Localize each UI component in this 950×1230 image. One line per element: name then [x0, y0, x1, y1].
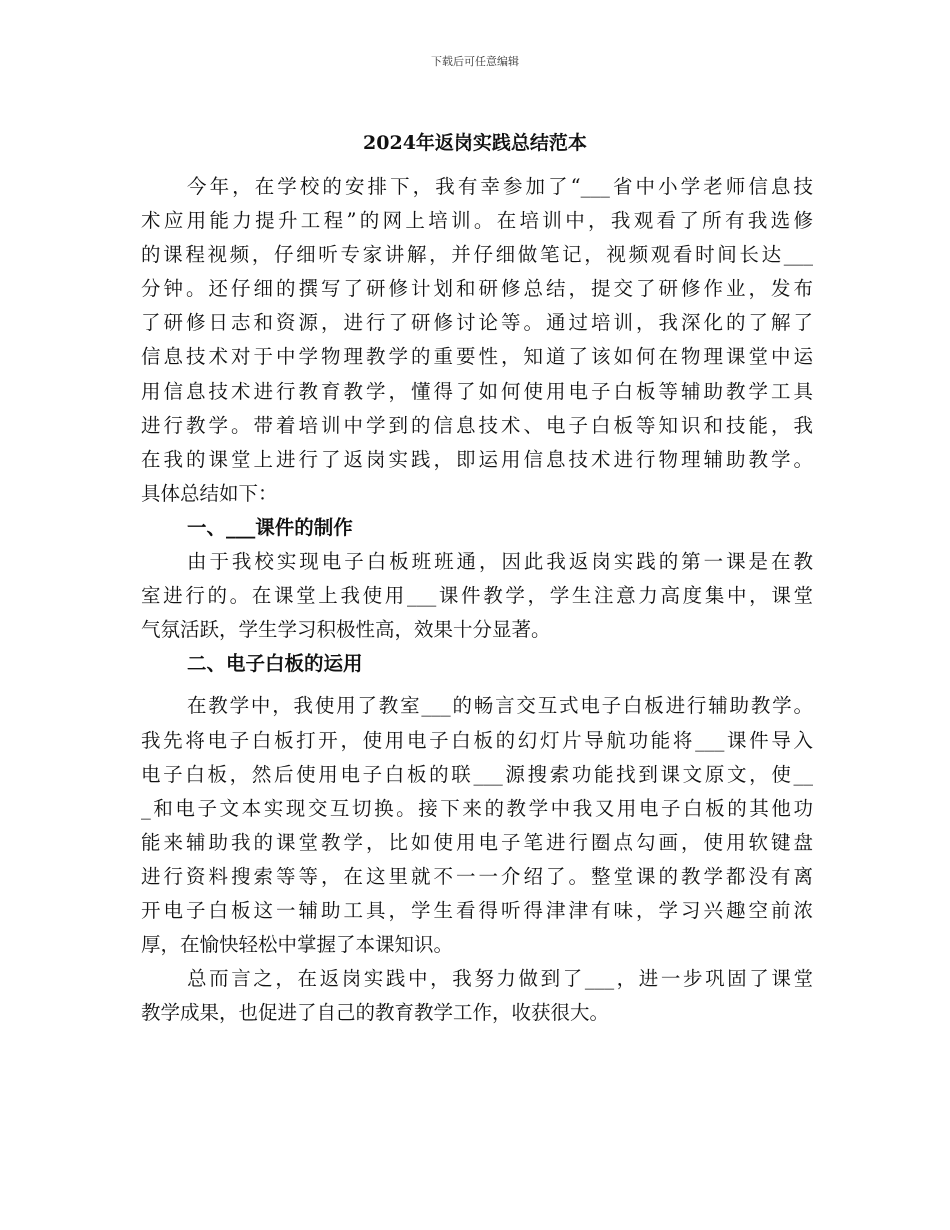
paragraph-line: 教学成果，也促进了自己的教育教学工作，收获很大。	[141, 1001, 610, 1025]
document-body	[141, 170, 813, 1030]
paragraph-line: 了研修日志和资源，进行了研修讨论等。通过培训，我深化的了解了	[141, 311, 813, 335]
paragraph-line: 用信息技术进行教育教学，懂得了如何使用电子白板等辅助教学工具	[141, 379, 813, 403]
paragraph-line: 由于我校实现电子白板班班通，因此我返岗实践的第一课是在教	[187, 550, 813, 574]
paragraph-line: 今年，在学校的安排下，我有幸参加了“___省中小学老师信息技	[187, 175, 813, 198]
paragraph-line: 信息技术对于中学物理教学的重要性，知道了该如何在物理课堂中运	[141, 345, 813, 369]
paragraph-line: 总而言之，在返岗实践中，我努力做到了___，进一步巩固了课堂	[187, 967, 813, 991]
paragraph-line: 在教学中，我使用了教室___的畅言交互式电子白板进行辅助教学。	[187, 694, 813, 718]
paragraph-line: 进行教学。带着培训中学到的信息技术、电子白板等知识和技能，我	[141, 413, 813, 437]
paragraph-line: 分钟。还仔细的撰写了研修计划和研修总结，提交了研修作业，发布	[141, 277, 813, 301]
paragraph-line: _和电子文本实现交互切换。接下来的教学中我又用电子白板的其他功	[141, 796, 813, 820]
paragraph-line: 我先将电子白板打开，使用电子白板的幻灯片导航功能将___课件导入	[141, 728, 813, 752]
paragraph-line: 术应用能力提升工程”的网上培训。在培训中，我观看了所有我选修	[141, 209, 813, 233]
page-header-note: 下载后可任意编辑	[431, 55, 519, 68]
document-title: 2024年返岗实践总结范本	[363, 132, 587, 154]
paragraph-line: 在我的课堂上进行了返岗实践，即运用信息技术进行物理辅助教学。	[141, 447, 813, 471]
paragraph-line: 的课程视频，仔细听专家讲解，并仔细做笔记，视频观看时间长达___	[141, 243, 813, 267]
paragraph-line: 开电子白板这一辅助工具，学生看得听得津津有味，学习兴趣空前浓	[141, 898, 813, 922]
paragraph-line: 具体总结如下：	[141, 481, 278, 505]
section-heading: 二、电子白板的运用	[187, 652, 363, 676]
section-heading: 一、___课件的制作	[187, 515, 353, 539]
paragraph-line: 厚，在愉快轻松中掌握了本课知识。	[141, 933, 454, 957]
paragraph-line: 室进行的。在课堂上我使用___课件教学，学生注意力高度集中，课堂	[141, 584, 813, 608]
paragraph-line: 进行资料搜索等等，在这里就不一一介绍了。整堂课的教学都没有离	[141, 864, 813, 888]
paragraph-line: 气氛活跃，学生学习积极性高，效果十分显著。	[141, 618, 551, 642]
paragraph-line: 能来辅助我的课堂教学，比如使用电子笔进行圈点勾画，使用软键盘	[141, 830, 813, 854]
paragraph-line: 电子白板，然后使用电子白板的联___源搜索功能找到课文原文，使__	[141, 762, 813, 786]
